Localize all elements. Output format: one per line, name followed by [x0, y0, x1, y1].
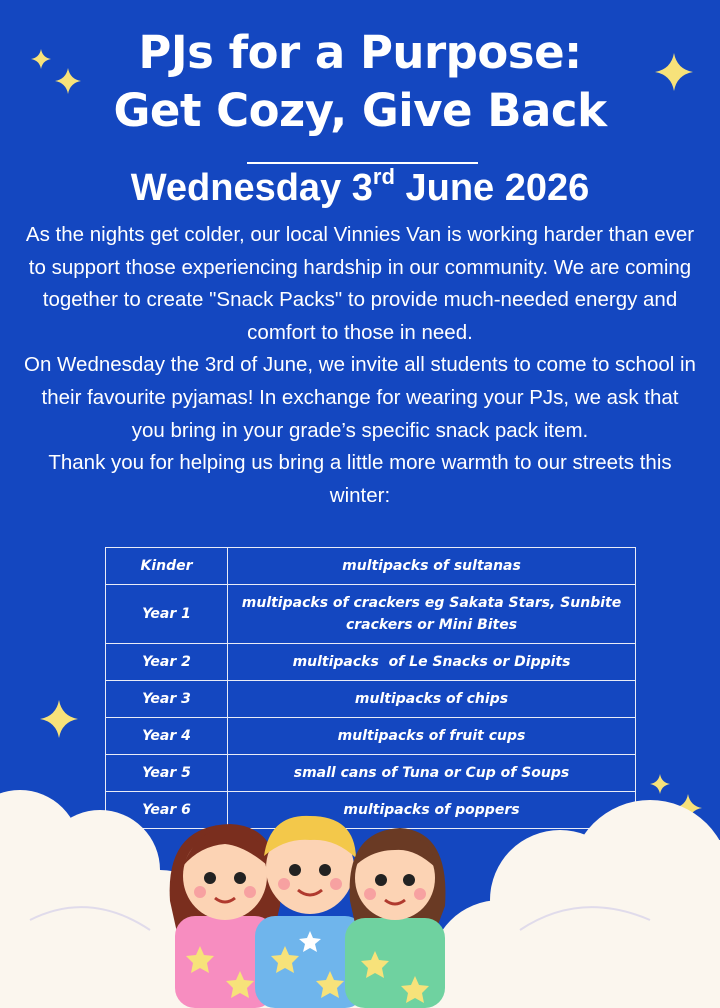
- grade-cell: Year 5: [106, 755, 228, 792]
- date-ordinal-suffix: rd: [372, 164, 395, 189]
- item-cell: multipacks of sultanas: [228, 548, 636, 585]
- date-month-year: June 2026: [405, 167, 590, 209]
- event-date: [0, 164, 720, 212]
- body-paragraph-3: Thank you for helping us bring a little more warmth to our streets this winter:: [48, 451, 672, 507]
- title-line-1: PJs for a Purpose:: [138, 26, 582, 79]
- item-cell: multipacks of fruit cups: [228, 718, 636, 755]
- grade-cell: Kinder: [106, 548, 228, 585]
- item-cell: multipacks of poppers: [228, 792, 636, 829]
- date-weekday: Wednesday 3: [130, 167, 373, 209]
- grade-cell: Year 3: [106, 681, 228, 718]
- page-title: [0, 24, 720, 140]
- body-paragraph-2: On Wednesday the 3rd of June, we invite all students to come to school in their favourite pyjamas! In exchange for wearing your PJs, we ask that you bring in your grade’s specific snack pack item.: [24, 353, 696, 442]
- children-in-pyjamas-illustration: [160, 806, 460, 1008]
- body-paragraph-1: As the nights get colder, our local Vinnies Van is working harder than ever to support those experiencing hardship in our community. We are coming together to create "Snack Packs" to provide much-needed energy and comfort to those in need.: [25, 223, 695, 344]
- grade-cell: Year 6: [106, 792, 228, 829]
- sparkle-star-icon: [40, 700, 78, 738]
- table-row: [106, 644, 636, 681]
- item-cell: multipacks of chips: [228, 681, 636, 718]
- item-cell: multipacks of crackers eg Sakata Stars, Sunbite crackers or Mini Bites: [228, 585, 636, 644]
- table-row: [106, 681, 636, 718]
- title-line-2: Get Cozy, Give Back: [113, 84, 607, 137]
- table-row: [106, 718, 636, 755]
- table-row: [106, 548, 636, 585]
- grade-cell: Year 2: [106, 644, 228, 681]
- item-cell: small cans of Tuna or Cup of Soups: [228, 755, 636, 792]
- body-text: [24, 219, 696, 512]
- grade-cell: Year 4: [106, 718, 228, 755]
- item-cell: multipacks of Le Snacks or Dippits: [228, 644, 636, 681]
- table-row: [106, 585, 636, 644]
- grade-cell: Year 1: [106, 585, 228, 644]
